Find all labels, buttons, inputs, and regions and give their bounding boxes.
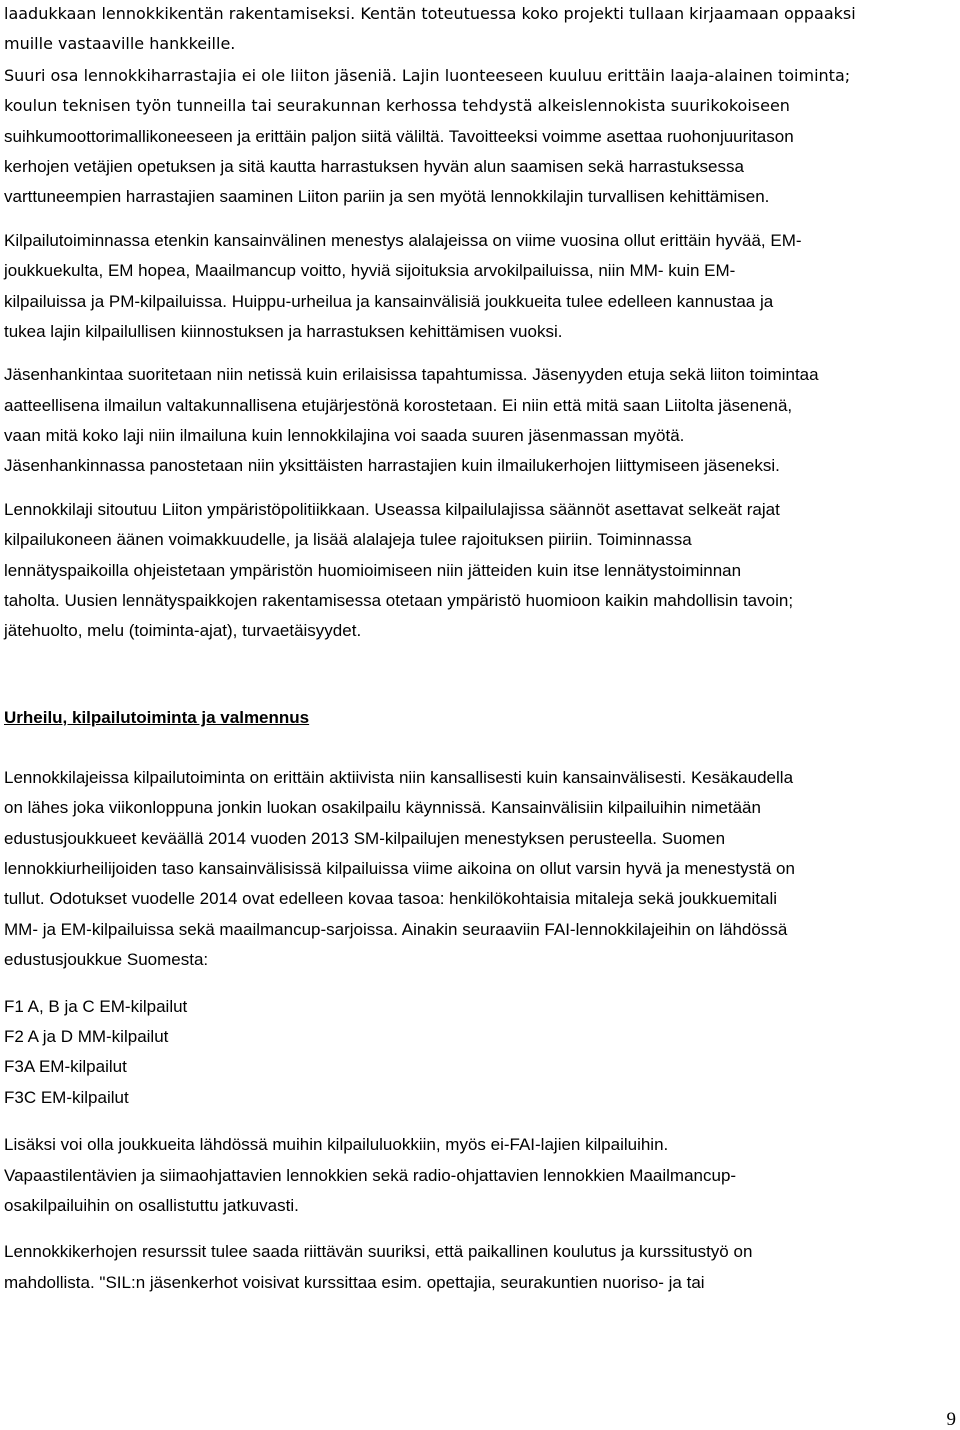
text-line: Lennokkikerhojen resurssit tulee saada riittävän suuriksi, että paikallinen koulutus ja kurssitustyö on <box>4 1242 753 1262</box>
text-line: lennätyspaikoilla ohjeistetaan ympäristön huomioimiseen niin jätteiden kuin itse lennätystoiminnan <box>4 560 742 580</box>
text-line: jätehuolto, melu (toiminta-ajat), turvaetäisyydet. <box>4 621 362 641</box>
competition-list <box>4 992 956 1114</box>
text-line: joukkuekulta, EM hopea, Maailmancup voitto, hyviä sijoituksia arvokilpailuissa, niin MM- kuin EM- <box>4 261 736 281</box>
text-line: Suuri osa lennokkiharrastajia ei ole liiton jäseniä. Lajin luonteeseen kuuluu erittäin laaja-alainen toiminta; <box>4 65 851 85</box>
text-line: aatteellisena ilmailun valtakunnallisena etujärjestönä korostetaan. Ei niin että mitä saan Liitolta jäsenenä, <box>4 395 793 415</box>
paragraph-environment <box>4 495 956 647</box>
paragraph-competition <box>4 226 956 348</box>
text-line: taholta. Uusien lennätyspaikkojen rakentamisessa otetaan ympäristö huomioon kaikin mahdollisin tavoin; <box>4 591 794 611</box>
text-line: mahdollista. "SIL:n jäsenkerhot voisivat kurssittaa esim. opettajia, seurakuntien nuoriso- ja tai <box>4 1272 705 1292</box>
text-line: Lisäksi voi olla joukkueita lähdössä muihin kilpailuluokkiin, myös ei-FAI-lajien kilpailuihin. <box>4 1135 669 1155</box>
text-line: laadukkaan lennokkikentän rakentamiseksi. Kentän toteutuessa koko projekti tullaan kirjaamaan oppaaksi <box>4 4 856 23</box>
paragraph-continuation <box>4 0 956 60</box>
text-line: kilpailukoneen äänen voimakkuudelle, ja lisää alalajeja tulee rajoituksen piiriin. Toiminnassa <box>4 530 692 550</box>
text-line: suihkumoottorimallikoneeseen ja erittäin paljon siitä väliltä. Tavoitteeksi voimme asettaa ruohonjuuritason <box>4 126 794 146</box>
paragraph-club-resources <box>4 1237 956 1298</box>
text-line: osakilpailuihin on osallistuttu jatkuvasti. <box>4 1195 299 1215</box>
paragraph-other-teams <box>4 1130 956 1221</box>
text-line: MM- ja EM-kilpailuissa sekä maailmancup-sarjoissa. Ainakin seuraaviin FAI-lennokkilajeihin on lähdössä <box>4 919 788 939</box>
list-item: F3A EM-kilpailut <box>4 1057 127 1077</box>
paragraph-membership <box>4 61 956 213</box>
text-line: koulun teknisen työn tunneilla tai seurakunnan kerhossa tehdystä alkeislennokista suurikokoiseen <box>4 96 790 116</box>
list-item: F1 A, B ja C EM-kilpailut <box>4 996 188 1016</box>
text-line: on lähes joka viikonloppuna jonkin luokan osakilpailu käynnissä. Kansainvälisiin kilpailuihin nimetään <box>4 798 761 818</box>
document-page <box>4 0 956 1298</box>
text-line: tukea lajin kilpailullisen kiinnostuksen ja harrastuksen kehittämisen vuoksi. <box>4 321 563 341</box>
paragraph-sport-activity <box>4 763 956 976</box>
text-line <box>4 122 956 152</box>
text-line: Kilpailutoiminnassa etenkin kansainvälinen menestys alalajeissa on viime vuosina ollut erittäin hyvää, EM- <box>4 230 802 250</box>
text-line: edustusjoukkue Suomesta: <box>4 950 209 970</box>
list-item: F2 A ja D MM-kilpailut <box>4 1026 169 1046</box>
list-item: F3C EM-kilpailut <box>4 1087 129 1107</box>
text-line: Jäsenhankintaa suoritetaan niin netissä kuin erilaisissa tapahtumissa. Jäsenyyden etuja sekä liiton toimintaa <box>4 365 819 385</box>
text-line: kerhojen vetäjien opetuksen ja sitä kautta harrastuksen hyvän alun saamisen sekä harrastuksessa <box>4 156 744 176</box>
text-line: tullut. Odotukset vuodelle 2014 ovat edelleen kovaa tasoa: henkilökohtaisia mitaleja sekä joukkuemitali <box>4 889 778 909</box>
section-heading: Urheilu, kilpailutoiminta ja valmennus <box>4 707 310 727</box>
text-line: lennokkiurheilijoiden taso kansainvälisissä kilpailuissa viime aikoina on ollut varsin hyvä ja menestystä on <box>4 858 795 878</box>
text-line: kilpailuissa ja PM-kilpailuissa. Huippu-urheilua ja kansainvälisiä joukkueita tulee edelleen kannustaa ja <box>4 291 774 311</box>
text-line: edustusjoukkueet keväällä 2014 vuoden 2013 SM-kilpailujen menestyksen perusteella. Suomen <box>4 828 726 848</box>
text-line: Lennokkilajeissa kilpailutoiminta on erittäin aktiivista niin kansallisesti kuin kansainvälisesti. Kesäkaudella <box>4 767 794 787</box>
text-line: muille vastaaville hankkeille. <box>4 34 236 54</box>
text-line: vaan mitä koko laji niin ilmailuna kuin lennokkilajina voi saada suuren jäsenmassan myötä. <box>4 426 685 446</box>
page-number: 9 <box>946 1409 956 1430</box>
text-line: varttuneempien harrastajien saaminen Liiton pariin ja sen myötä lennokkilajin turvallisen kehittämisen. <box>4 187 770 207</box>
paragraph-recruitment <box>4 360 956 482</box>
text-line: Vapaastilentävien ja siimaohjattavien lennokkien sekä radio-ohjattavien lennokkien Maailmancup- <box>4 1165 737 1185</box>
text-line: Lennokkilaji sitoutuu Liiton ympäristöpolitiikkaan. Useassa kilpailulajissa säännöt asettavat selkeät rajat <box>4 499 780 519</box>
text-line: Jäsenhankinnassa panostetaan niin yksittäisten harrastajien kuin ilmailukerhojen liittymiseen jäseneksi. <box>4 456 780 476</box>
